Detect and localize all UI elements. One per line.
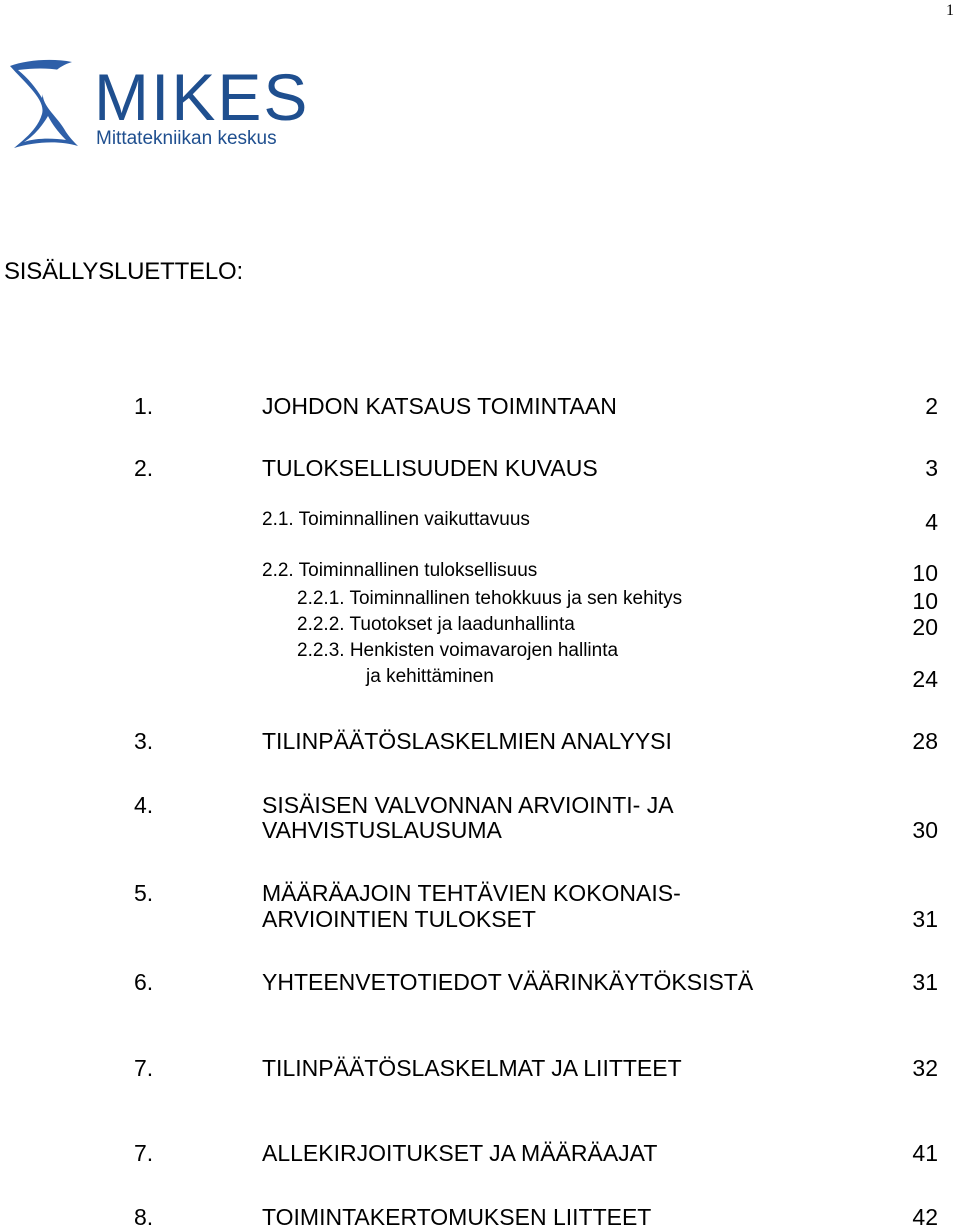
- toc-entry-page: 20: [912, 614, 938, 640]
- logo-wordmark: MIKES: [94, 60, 310, 134]
- toc-entry: [0, 560, 938, 588]
- toc-entry-page: 31: [912, 969, 938, 995]
- toc-entry-title: ALLEKIRJOITUKSET JA MÄÄRÄAJAT: [262, 1140, 658, 1166]
- toc-entry: [0, 817, 938, 845]
- toc-entry-title: MÄÄRÄAJOIN TEHTÄVIEN KOKONAIS-: [262, 880, 681, 906]
- toc-entry: [0, 1055, 938, 1083]
- toc-entry-title: 2.1. Toiminnallinen vaikuttavuus: [262, 509, 530, 530]
- toc-entry-page: 30: [912, 817, 938, 843]
- toc-entry-number: 2.: [134, 455, 154, 481]
- toc-entry: [0, 792, 938, 820]
- toc-entry-title: 2.2.3. Henkisten voimavarojen hallinta: [297, 640, 619, 661]
- toc-entry-title: VAHVISTUSLAUSUMA: [262, 817, 502, 843]
- toc-entry-page: 3: [925, 455, 938, 481]
- logo-subtitle: Mittatekniikan keskus: [96, 128, 277, 148]
- toc-entry: [0, 906, 938, 934]
- page-number: 1: [946, 2, 954, 19]
- toc-entry-title: TILINPÄÄTÖSLASKELMAT JA LIITTEET: [262, 1055, 682, 1081]
- toc-entry-number: 5.: [134, 880, 154, 906]
- toc-entry-title: TOIMINTAKERTOMUKSEN LIITTEET: [262, 1204, 652, 1230]
- toc-entry-title: JOHDON KATSAUS TOIMINTAAN: [262, 393, 617, 419]
- toc-heading: SISÄLLYSLUETTELO:: [4, 258, 243, 285]
- toc-entry: [0, 455, 938, 483]
- toc-entry: [0, 1140, 938, 1168]
- toc-entry-page: 24: [912, 666, 938, 692]
- toc-entry: [0, 614, 938, 642]
- toc-entry-page: 32: [912, 1055, 938, 1081]
- toc-entry-page: 42: [912, 1204, 938, 1230]
- toc-entry: [0, 393, 938, 421]
- toc-entry-page: 2: [925, 393, 938, 419]
- toc-entry-number: 7.: [134, 1055, 154, 1081]
- toc-entry-number: 6.: [134, 969, 154, 995]
- toc-entry: [0, 880, 938, 908]
- toc-entry-title: ARVIOINTIEN TULOKSET: [262, 906, 536, 932]
- toc-entry-page: 10: [912, 560, 938, 586]
- toc-entry-title: TULOKSELLISUUDEN KUVAUS: [262, 455, 598, 481]
- toc-entry-page: 41: [912, 1140, 938, 1166]
- toc-entry-title: 2.2. Toiminnallinen tuloksellisuus: [262, 560, 538, 581]
- toc-entry-number: 1.: [134, 393, 154, 419]
- toc-entry-title: 2.2.2. Tuotokset ja laadunhallinta: [297, 614, 575, 635]
- mikes-logo: [8, 58, 348, 148]
- toc-entry: [0, 666, 938, 694]
- toc-entry-number: 3.: [134, 728, 154, 754]
- toc-entry-number: 4.: [134, 792, 154, 818]
- toc-entry: [0, 728, 938, 756]
- toc-entry-number: 7.: [134, 1140, 154, 1166]
- mikes-logo-graphic: [8, 58, 348, 148]
- toc-entry-page: 31: [912, 906, 938, 932]
- toc-entry-title: YHTEENVETOTIEDOT VÄÄRINKÄYTÖKSISTÄ: [262, 969, 754, 995]
- toc-entry: [0, 969, 938, 997]
- toc-entry: [0, 509, 938, 537]
- toc-entry: [0, 640, 938, 668]
- toc-entry-title: TILINPÄÄTÖSLASKELMIEN ANALYYSI: [262, 728, 672, 754]
- toc-entry: [0, 588, 938, 616]
- toc-entry-page: 4: [925, 509, 938, 535]
- toc-entry-title: ja kehittäminen: [366, 666, 494, 687]
- toc-entry-page: 28: [912, 728, 938, 754]
- toc-entry-number: 8.: [134, 1204, 154, 1230]
- toc-entry-page: 10: [912, 588, 938, 614]
- toc-entry-title: SISÄISEN VALVONNAN ARVIOINTI- JA: [262, 792, 674, 818]
- toc-entry-title: 2.2.1. Toiminnallinen tehokkuus ja sen kehitys: [297, 588, 683, 609]
